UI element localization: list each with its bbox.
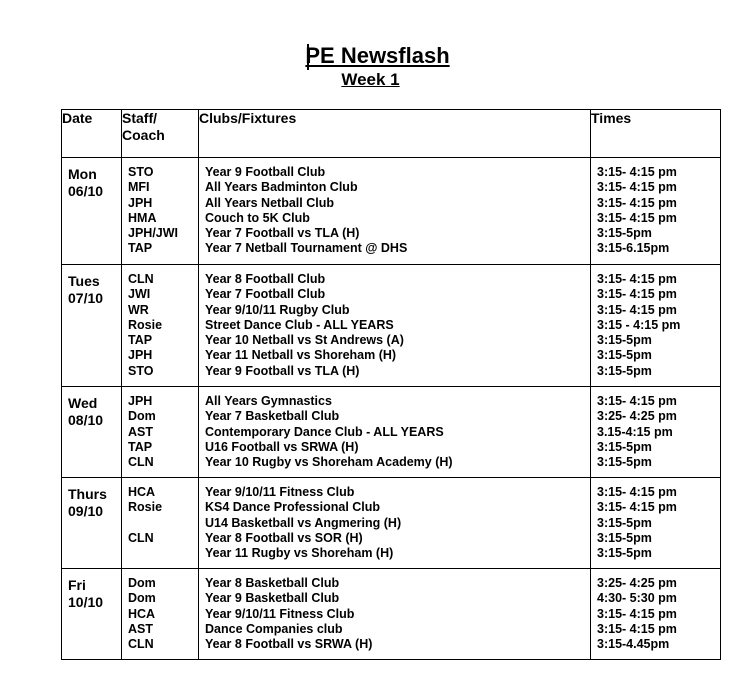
time-entry: 3:25- 4:25 pm	[597, 409, 677, 424]
club-entry: U14 Basketball vs Angmering (H)	[205, 515, 402, 530]
staff-entry: WR	[128, 302, 149, 317]
header-staff-line2: Coach	[122, 127, 165, 143]
clubs-cell	[199, 265, 591, 387]
day-name: Wed	[68, 395, 98, 411]
time-entry: 3:15- 4:15 pm	[597, 302, 677, 317]
time-entry: 3:15- 4:15 pm	[597, 287, 677, 302]
day-cell	[62, 158, 122, 265]
day-row	[62, 387, 721, 478]
day-date: 08/10	[68, 412, 104, 428]
staff-cell	[122, 478, 199, 569]
club-entry: All Years Gymnastics	[205, 394, 332, 408]
club-entry: Year 7 Football Club	[205, 287, 326, 302]
time-entry: 3.15-4:15 pm	[597, 424, 673, 439]
time-entry: 3:15- 4:15 pm	[597, 210, 677, 225]
times-cell	[591, 158, 721, 265]
staff-entry	[128, 516, 198, 531]
time-entry: 3:15-5pm	[597, 226, 652, 241]
staff-entry: Rosie	[128, 317, 163, 332]
day-name: Thurs	[68, 486, 107, 502]
club-entry: Year 7 Netball Tournament @ DHS	[205, 241, 408, 256]
time-entry: 3:15 - 4:15 pm	[597, 317, 681, 332]
club-entry: Year 9/10/11 Fitness Club	[205, 606, 355, 621]
staff-entry: TAP	[128, 439, 153, 454]
club-entry: Street Dance Club - ALL YEARS	[205, 317, 394, 332]
club-entry: Year 7 Basketball Club	[205, 409, 340, 424]
staff-cell	[122, 387, 199, 478]
staff-entry: Rosie	[128, 500, 163, 515]
day-cell	[62, 569, 122, 660]
header-staff-line1: Staff/	[122, 110, 157, 126]
time-entry: 4:30- 5:30 pm	[597, 591, 677, 606]
club-entry: Year 8 Football Club	[205, 272, 326, 286]
time-entry: 3:15-4.45pm	[597, 637, 670, 652]
club-entry: All Years Badminton Club	[205, 180, 358, 195]
day-row	[62, 265, 721, 387]
header-date: Date	[62, 110, 122, 158]
day-cell	[62, 265, 122, 387]
staff-entry: Dom	[128, 591, 156, 606]
staff-entry: CLN	[128, 530, 154, 545]
time-entry: 3:15-5pm	[597, 439, 652, 454]
staff-entry: JPH	[128, 394, 153, 408]
club-entry: Year 10 Netball vs St Andrews (A)	[205, 333, 404, 348]
time-entry: 3:15-5pm	[597, 455, 652, 470]
schedule-table	[61, 109, 721, 660]
day-name: Fri	[68, 577, 86, 593]
staff-entry: TAP	[128, 333, 153, 348]
staff-entry: STO	[128, 363, 154, 378]
day-cell	[62, 387, 122, 478]
club-entry: Year 9 Football vs TLA (H)	[205, 363, 360, 378]
staff-entry: STO	[128, 165, 154, 179]
page-subtitle: Week 1	[341, 70, 400, 89]
times-cell	[591, 265, 721, 387]
header-times: Times	[591, 110, 721, 158]
clubs-cell	[199, 387, 591, 478]
day-row	[62, 158, 721, 265]
staff-entry: JPH/JWI	[128, 226, 179, 241]
staff-cell	[122, 265, 199, 387]
time-entry: 3:15- 4:15 pm	[597, 195, 677, 210]
staff-cell	[122, 158, 199, 265]
staff-entry: Dom	[128, 409, 156, 424]
staff-cell	[122, 569, 199, 660]
club-entry: Year 9 Basketball Club	[205, 591, 340, 606]
club-entry: Year 9 Football Club	[205, 165, 326, 179]
staff-entry: AST	[128, 424, 153, 439]
club-entry: Year 11 Rugby vs Shoreham (H)	[205, 546, 394, 561]
staff-entry: CLN	[128, 272, 154, 286]
time-entry: 3:15-5pm	[597, 348, 652, 363]
staff-entry: HCA	[128, 485, 156, 499]
day-cell	[62, 478, 122, 569]
page-title-text: PE Newsflash	[305, 43, 450, 68]
club-entry: Year 9/10/11 Rugby Club	[205, 302, 350, 317]
time-entry: 3:15-5pm	[597, 333, 652, 348]
staff-entry: HMA	[128, 210, 157, 225]
club-entry: Year 9/10/11 Fitness Club	[205, 485, 355, 499]
time-entry: 3:15- 4:15 pm	[597, 621, 677, 636]
staff-entry: JPH	[128, 195, 153, 210]
club-entry: Dance Companies club	[205, 621, 343, 636]
time-entry: 3:15- 4:15 pm	[597, 165, 677, 179]
club-entry: Year 10 Rugby vs Shoreham Academy (H)	[205, 455, 453, 470]
clubs-cell	[199, 158, 591, 265]
club-entry: Year 8 Football vs SRWA (H)	[205, 637, 373, 652]
club-entry: U16 Football vs SRWA (H)	[205, 439, 359, 454]
times-cell	[591, 478, 721, 569]
time-entry: 3:15-6.15pm	[597, 241, 670, 256]
time-entry: 3:15-5pm	[597, 515, 652, 530]
club-entry: All Years Netball Club	[205, 195, 334, 210]
staff-entry	[128, 546, 198, 561]
time-entry: 3:15- 4:15 pm	[597, 394, 677, 408]
day-date: 09/10	[68, 503, 104, 519]
club-entry: Couch to 5K Club	[205, 210, 310, 225]
header-staff	[122, 110, 199, 158]
time-entry: 3:15- 4:15 pm	[597, 606, 677, 621]
staff-entry: AST	[128, 621, 153, 636]
day-row	[62, 569, 721, 660]
staff-entry: CLN	[128, 455, 154, 470]
time-entry: 3:15- 4:15 pm	[597, 180, 677, 195]
time-entry: 3:15- 4:15 pm	[597, 272, 677, 286]
time-entry: 3:15-5pm	[597, 530, 652, 545]
staff-entry: Dom	[128, 576, 156, 590]
time-entry: 3:15-5pm	[597, 546, 652, 561]
day-row	[62, 478, 721, 569]
times-cell	[591, 569, 721, 660]
header-clubs: Clubs/Fixtures	[199, 110, 591, 158]
page-title	[0, 43, 741, 69]
time-entry: 3:15- 4:15 pm	[597, 500, 677, 515]
club-entry: Year 7 Football vs TLA (H)	[205, 226, 360, 241]
staff-entry: JPH	[128, 348, 153, 363]
time-entry: 3:15-5pm	[597, 363, 652, 378]
day-name: Tues	[68, 273, 100, 289]
staff-entry: CLN	[128, 637, 154, 652]
time-entry: 3:15- 4:15 pm	[597, 485, 677, 499]
club-entry: Contemporary Dance Club - ALL YEARS	[205, 424, 444, 439]
staff-entry: HCA	[128, 606, 156, 621]
header-row	[62, 110, 721, 158]
staff-entry: JWI	[128, 287, 151, 302]
day-date: 10/10	[68, 594, 104, 610]
times-cell	[591, 387, 721, 478]
day-date: 06/10	[68, 183, 104, 199]
day-name: Mon	[68, 166, 97, 182]
clubs-cell	[199, 569, 591, 660]
staff-entry: MFI	[128, 180, 150, 195]
day-rows	[62, 158, 721, 660]
club-entry: Year 8 Basketball Club	[205, 576, 340, 590]
staff-entry: TAP	[128, 241, 153, 256]
day-date: 07/10	[68, 290, 104, 306]
time-entry: 3:25- 4:25 pm	[597, 576, 677, 590]
club-entry: KS4 Dance Professional Club	[205, 500, 381, 515]
clubs-cell	[199, 478, 591, 569]
club-entry: Year 8 Football vs SOR (H)	[205, 530, 363, 545]
club-entry: Year 11 Netball vs Shoreham (H)	[205, 348, 397, 363]
